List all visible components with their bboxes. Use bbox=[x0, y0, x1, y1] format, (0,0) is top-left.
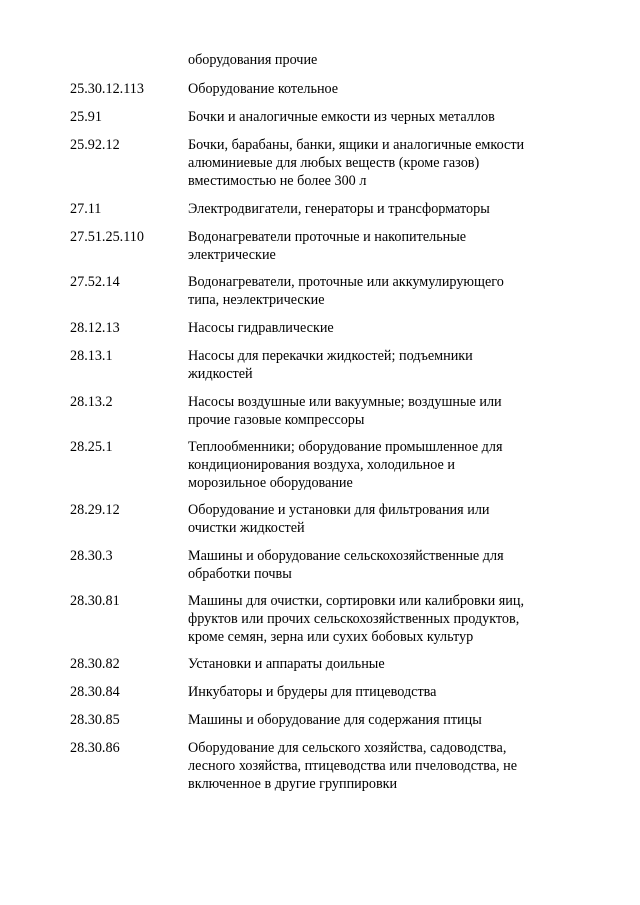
classification-code: 27.52.14 bbox=[70, 274, 120, 290]
classification-code: 28.25.1 bbox=[70, 439, 113, 455]
description-line: Инкубаторы и брудеры для птицеводства bbox=[188, 684, 437, 700]
item-description bbox=[188, 438, 560, 492]
item-description bbox=[188, 80, 560, 98]
item-description bbox=[188, 739, 560, 793]
classification-code: 28.30.82 bbox=[70, 656, 120, 672]
description-line: типа, неэлектрические bbox=[188, 292, 325, 308]
description-line: Машины и оборудование сельскохозяйственные для bbox=[188, 548, 504, 564]
classification-code: 28.13.2 bbox=[70, 394, 113, 410]
description-line: Машины для очистки, сортировки или калибровки яиц, bbox=[188, 593, 524, 609]
description-line: Насосы для перекачки жидкостей; подъемники bbox=[188, 348, 473, 364]
item-description bbox=[188, 200, 560, 218]
item-description bbox=[188, 319, 560, 337]
classification-code: 28.30.86 bbox=[70, 740, 120, 756]
item-description bbox=[188, 228, 560, 264]
item-description bbox=[188, 592, 560, 646]
description-line: лесного хозяйства, птицеводства или пчеловодства, не bbox=[188, 758, 518, 774]
item-description bbox=[188, 108, 560, 126]
item-description bbox=[188, 711, 560, 729]
description-line: вместимостью не более 300 л bbox=[188, 173, 367, 189]
item-description bbox=[188, 51, 560, 69]
description-line: Оборудование для сельского хозяйства, садоводства, bbox=[188, 740, 507, 756]
classification-code: 28.12.13 bbox=[70, 320, 120, 336]
item-description bbox=[188, 393, 560, 429]
description-line: электрические bbox=[188, 247, 276, 263]
description-line: Электродвигатели, генераторы и трансформаторы bbox=[188, 201, 490, 217]
classification-code: 27.51.25.110 bbox=[70, 229, 144, 245]
classification-code: 28.29.12 bbox=[70, 502, 120, 518]
description-line: Машины и оборудование для содержания птицы bbox=[188, 712, 482, 728]
description-line: Установки и аппараты доильные bbox=[188, 656, 385, 672]
item-description bbox=[188, 136, 560, 190]
item-description bbox=[188, 655, 560, 673]
description-line: жидкостей bbox=[188, 366, 253, 382]
description-line: Оборудование котельное bbox=[188, 81, 339, 97]
description-line: морозильное оборудование bbox=[188, 475, 353, 491]
classification-code: 28.30.85 bbox=[70, 712, 120, 728]
description-line: кондиционирования воздуха, холодильное и bbox=[188, 457, 455, 473]
item-description bbox=[188, 547, 560, 583]
classification-code: 27.11 bbox=[70, 201, 102, 217]
classification-code: 25.30.12.113 bbox=[70, 81, 144, 97]
description-line: Теплообменники; оборудование промышленное для bbox=[188, 439, 503, 455]
description-line: очистки жидкостей bbox=[188, 520, 305, 536]
classification-code: 28.30.81 bbox=[70, 593, 120, 609]
description-line: Насосы воздушные или вакуумные; воздушные или bbox=[188, 394, 502, 410]
description-line: фруктов или прочих сельскохозяйственных продуктов, bbox=[188, 611, 520, 627]
classification-code: 25.91 bbox=[70, 109, 102, 125]
classification-code: 25.92.12 bbox=[70, 137, 120, 153]
item-description bbox=[188, 273, 560, 309]
description-line: обработки почвы bbox=[188, 566, 292, 582]
description-line: Оборудование и установки для фильтрования или bbox=[188, 502, 490, 518]
description-line: включенное в другие группировки bbox=[188, 776, 398, 792]
description-line: Водонагреватели проточные и накопительные bbox=[188, 229, 467, 245]
description-line: кроме семян, зерна или сухих бобовых культур bbox=[188, 629, 474, 645]
item-description bbox=[188, 683, 560, 701]
description-line: Насосы гидравлические bbox=[188, 320, 334, 336]
classification-code: 28.13.1 bbox=[70, 348, 113, 364]
description-line: прочие газовые компрессоры bbox=[188, 412, 365, 428]
item-description bbox=[188, 347, 560, 383]
description-line: Водонагреватели, проточные или аккумулирующего bbox=[188, 274, 504, 290]
description-line: Бочки и аналогичные емкости из черных металлов bbox=[188, 109, 495, 125]
description-line: алюминиевые для любых веществ (кроме газов) bbox=[188, 155, 480, 171]
description-line: Бочки, барабаны, банки, ящики и аналогичные емкости bbox=[188, 137, 525, 153]
classification-code: 28.30.84 bbox=[70, 684, 120, 700]
classification-code: 28.30.3 bbox=[70, 548, 113, 564]
item-description bbox=[188, 501, 560, 537]
description-line: оборудования прочие bbox=[188, 52, 318, 68]
